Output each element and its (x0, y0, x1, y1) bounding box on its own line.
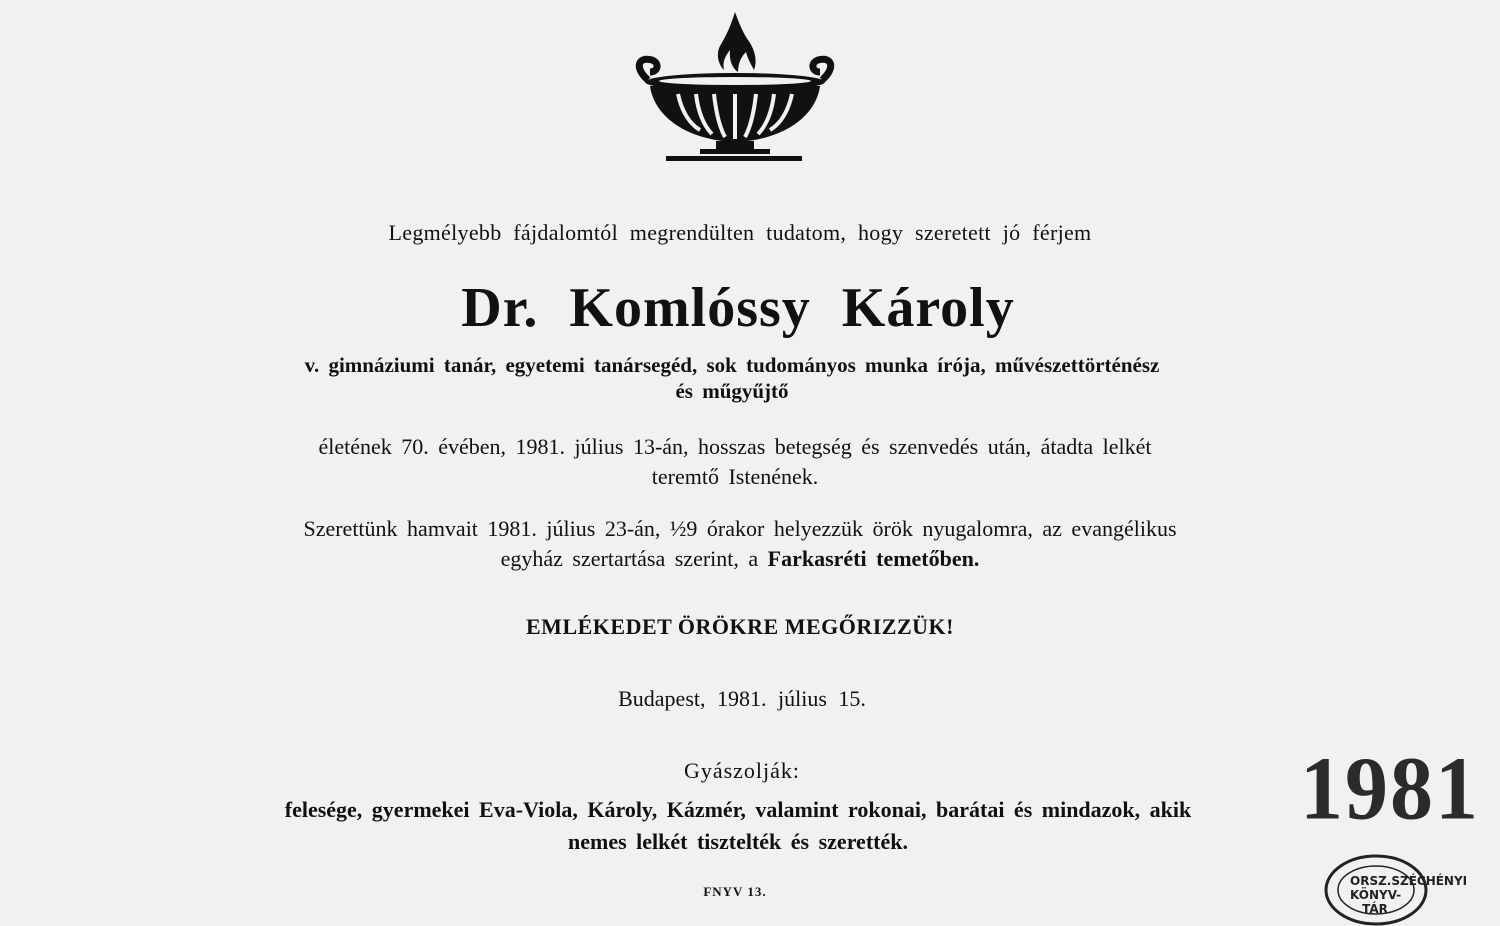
funeral-statement (0, 514, 1490, 574)
catalog-code: FNYV 13. (703, 884, 767, 899)
intro-text: Legmélyebb fájdalomtól megrendülten tudatom, hogy szeretett jó férjem (388, 220, 1092, 245)
eternal-flame-urn-icon (630, 8, 840, 168)
mourners-list (0, 794, 1488, 858)
funeral-line-1: Szerettünk hamvait 1981. július 23-án, ½9 órakor helyezzük örök nyugalomra, az evangélikus (303, 516, 1177, 541)
deceased-name: Dr. Komlóssy Károly (461, 277, 1015, 339)
archive-year-stamp: 1981 (1300, 737, 1480, 839)
memorial-motto: EMLÉKEDET ÖRÖKRE MEGŐRIZZÜK! (526, 614, 954, 639)
mourners-label: Gyászolják: (683, 758, 801, 783)
mourners-line-2: nemes lelkét tisztelték és szerették. (568, 829, 908, 854)
library-stamp-text: ORSZ.SZÉCHÉNYI KÖNYV-TÁR (1350, 874, 1468, 916)
mourners-line-1: felesége, gyermekei Eva-Viola, Károly, Kázmér, valamint rokonai, barátai és mindazok, akik (284, 797, 1192, 822)
funeral-line-2-text: egyház szertartása szerint, a (500, 546, 768, 571)
deceased-titles (0, 352, 1482, 404)
place-and-date: Budapest, 1981. július 15. (618, 686, 866, 711)
life-line-2: teremtő Istenének. (651, 464, 819, 489)
death-statement (0, 432, 1485, 492)
titles-line-1: v. gimnáziumi tanár, egyetemi tanársegéd, sok tudományos munka írója, művészettörténész (304, 353, 1160, 377)
funeral-line-2 (0, 544, 1490, 574)
titles-line-2: és műgyűjtő (675, 379, 789, 403)
life-line-1: életének 70. évében, 1981. július 13-án, hosszas betegség és szenvedés után, átadta lelkét (318, 434, 1152, 459)
cemetery-name: Farkasréti temetőben. (767, 546, 980, 571)
